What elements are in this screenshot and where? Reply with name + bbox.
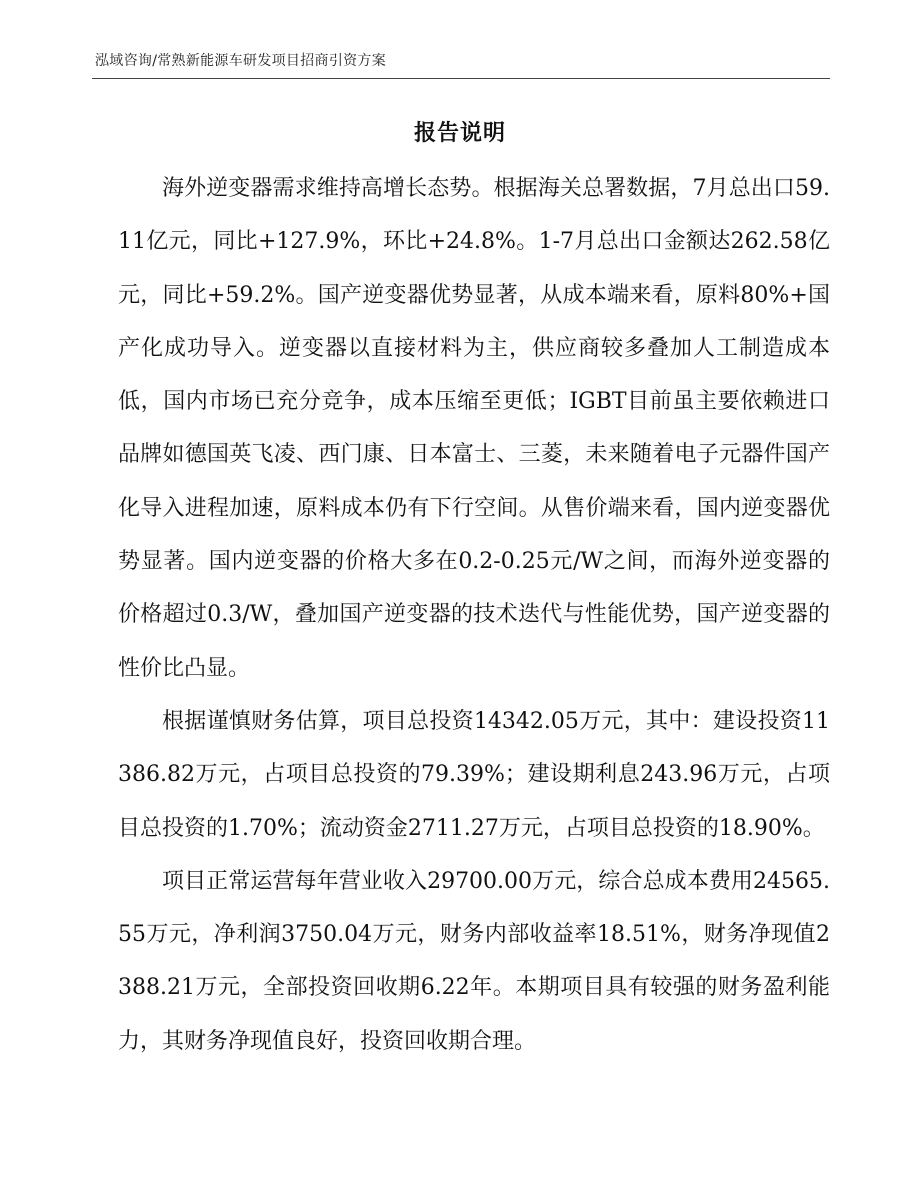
- document-body: [118, 162, 830, 1068]
- header-divider: [92, 78, 830, 79]
- paragraph-market-overview: 海外逆变器需求维持高增长态势。根据海关总署数据，7月总出口59.11亿元，同比+127.9%，环比+24.8%。1-7月总出口金额达262.58亿元，同比+59.2%。国产逆变器优势显著，从成本端来看，原料80%+国产化成功导入。逆变器以直接材料为主，供应商较多叠加人工制造成本低，国内市场已充分竞争，成本压缩至更低；IGBT目前虽主要依赖进口品牌如德国英飞凌、西门康、日本富士、三菱，未来随着电子元器件国产化导入进程加速，原料成本仍有下行空间。从售价端来看，国内逆变器优势显著。国内逆变器的价格大多在0.2-0.25元/W之间，而海外逆变器的价格超过0.3/W，叠加国产逆变器的技术迭代与性能优势，国产逆变器的性价比凸显。: [118, 176, 830, 681]
- page-title: 报告说明: [413, 121, 506, 146]
- paragraph-financial-returns: 项目正常运营每年营业收入29700.00万元，综合总成本费用24565.55万元，净利润3750.04万元，财务内部收益率18.51%，财务净现值2388.21万元，全部投资回收期6.22年。本期项目具有较强的财务盈利能力，其财务净现值良好，投资回收期合理。: [118, 868, 830, 1054]
- paragraph-investment-estimate: 根据谨慎财务估算，项目总投资14342.05万元，其中：建设投资11386.82万元，占项目总投资的79.39%；建设期利息243.96万元，占项目总投资的1.70%；流动资金2711.27万元，占项目总投资的18.90%。: [118, 708, 830, 841]
- running-header: 泓域咨询/常熟新能源车研发项目招商引资方案: [95, 53, 387, 69]
